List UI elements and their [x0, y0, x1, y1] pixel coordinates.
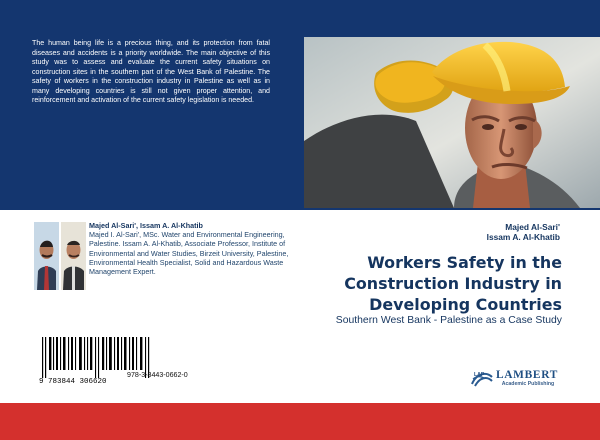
publisher-mark-text: LAP: [474, 372, 485, 378]
construction-worker-photo: [304, 37, 600, 208]
barcode-digits: 9 783844 306620: [39, 378, 107, 386]
author-1: Majed Al-Sari': [505, 222, 560, 232]
cover-authors: [360, 222, 560, 242]
isbn-number: 978-3-8443-0662-0: [127, 371, 188, 379]
author-photo-1-illustration: [34, 222, 59, 290]
book-title-line-2: Construction Industry in: [344, 274, 562, 293]
author-photo-2-illustration: [61, 222, 86, 290]
author-photo-2: [61, 222, 86, 290]
publisher-tagline: Academic Publishing: [501, 381, 555, 387]
eye-shape: [482, 124, 494, 130]
author-info: [89, 221, 293, 276]
author-2: Issam A. Al-Khatib: [486, 232, 560, 242]
eye-shape-2: [515, 124, 527, 130]
author-names-left: Majed Al-Sari', Issam A. Al-Khatib: [89, 221, 203, 230]
author-portrait-photos: [34, 222, 86, 290]
book-title: [324, 252, 562, 315]
book-blurb: The human being life is a precious thing, and its protection from fatal diseases and accidents is a priority worldwide. The main objective of this study was to assess and evaluate the current safety situations on construction sites in the southern part of the West Bank of Palestine. The safety of workers in the construction industry in Palestine as well as in many developing countries is still not given proper attention, and reinforcement and activation of the current safety legislation is needed.: [32, 39, 270, 104]
author-bio: Majed I. Al-Sari', MSc. Water and Environmental Engineering, Palestine. Issam A. Al-Khatib, Associate Professor, Institute of Environmental and Water Studies, Birzeit University, Palestine, Environmental Health Specialist, Solid and Hazardous Waste Management Expert.: [89, 230, 289, 277]
publisher-name: LAMBERT: [495, 369, 559, 381]
worker-photo-illustration: [304, 37, 600, 208]
red-bottom-band: [0, 403, 600, 440]
author-panel: [34, 221, 294, 311]
author-photo-1: [34, 222, 59, 290]
book-title-line-3: Developing Countries: [369, 295, 562, 314]
book-title-line-1: Workers Safety in the: [367, 253, 562, 272]
publisher-logo: [470, 367, 564, 390]
book-subtitle: Southern West Bank - Palestine as a Case Study: [335, 315, 562, 326]
